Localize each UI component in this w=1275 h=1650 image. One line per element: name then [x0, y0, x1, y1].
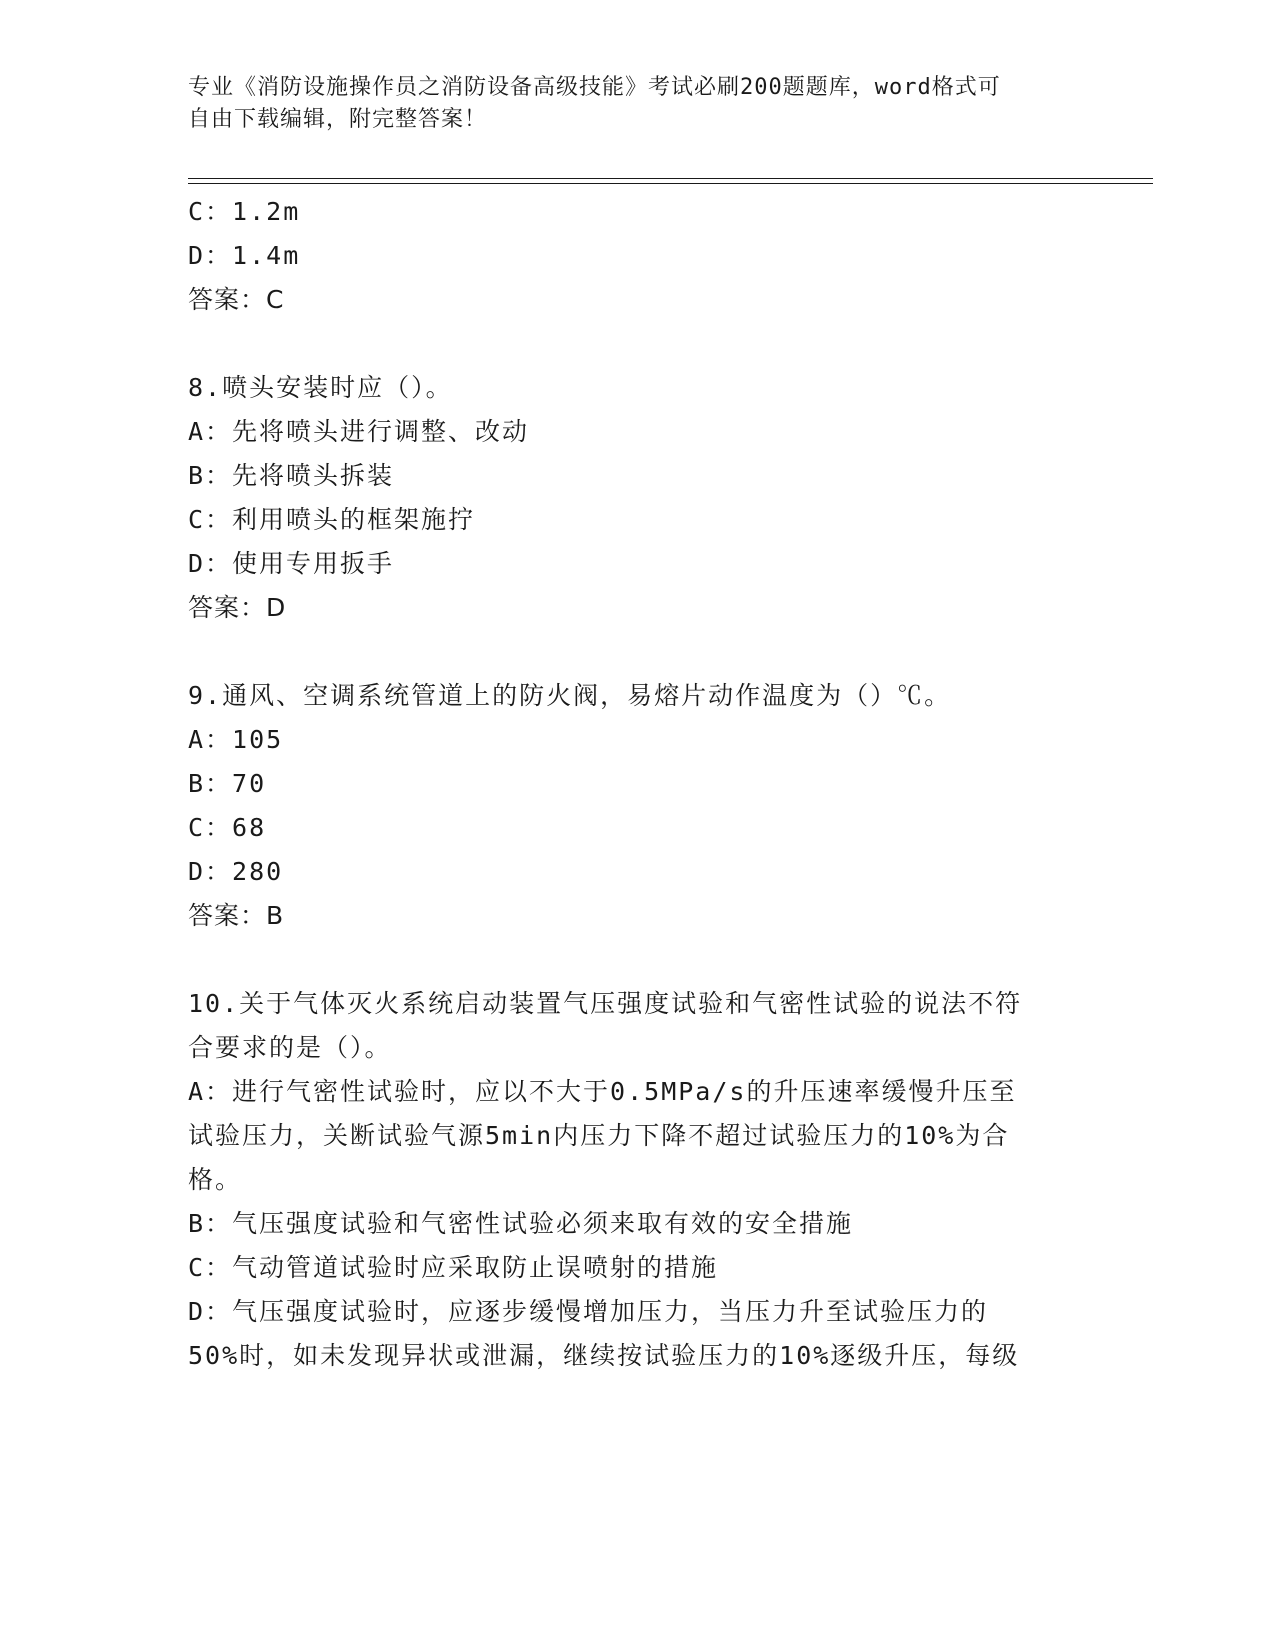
- q9-answer: 答案：B: [188, 901, 285, 930]
- header-line-2: 自由下载编辑，附完整答案！: [188, 107, 488, 132]
- q8-option-d: D：使用专用扳手: [188, 549, 395, 578]
- q7-option-d: D：1.4m: [188, 241, 301, 270]
- q7-option-c: C：1.2m: [188, 197, 301, 226]
- q8-option-b: B：先将喷头拆装: [188, 461, 395, 490]
- q9-question: 9.通风、空调系统管道上的防火阀，易熔片动作温度为（）℃。: [188, 681, 952, 710]
- q10-option-c: C：气动管道试验时应采取防止误喷射的措施: [188, 1253, 719, 1282]
- q10-question-line-1: 10.关于气体灭火系统启动装置气压强度试验和气密性试验的说法不符: [188, 989, 1023, 1018]
- header-line-1: 专业《消防设施操作员之消防设备高级技能》考试必刷200题题库，word格式可: [188, 75, 1001, 100]
- header-rule-top: [188, 178, 1153, 179]
- q10-option-b: B：气压强度试验和气密性试验必须来取有效的安全措施: [188, 1209, 854, 1238]
- q10-option-d-line-1: D：气压强度试验时，应逐步缓慢增加压力，当压力升至试验压力的: [188, 1297, 989, 1326]
- document-header: [188, 72, 1068, 136]
- q9-option-d: D：280: [188, 857, 284, 886]
- q9-option-a: A：105: [188, 725, 284, 754]
- q8-option-a: A：先将喷头进行调整、改动: [188, 417, 530, 446]
- q10-option-a-line-1: A：进行气密性试验时，应以不大于0.5MPa/s的升压速率缓慢升压至: [188, 1077, 1017, 1106]
- header-rule-bottom: [188, 183, 1153, 184]
- q10-option-a-line-2: 试验压力，关断试验气源5min内压力下降不超过试验压力的10%为合: [188, 1121, 1010, 1150]
- q8-option-c: C：利用喷头的框架施拧: [188, 505, 476, 534]
- q9-option-c: C：68: [188, 813, 267, 842]
- q9-option-b: B：70: [188, 769, 267, 798]
- q8-question: 8.喷头安装时应（）。: [188, 373, 453, 402]
- q10-option-d-line-2: 50%时，如未发现异状或泄漏，继续按试验压力的10%逐级升压，每级: [188, 1341, 1020, 1370]
- q7-answer: 答案：C: [188, 285, 285, 314]
- q10-question-line-2: 合要求的是（）。: [188, 1033, 392, 1062]
- q8-answer: 答案：D: [188, 593, 287, 622]
- q10-option-a-line-3: 格。: [188, 1165, 243, 1194]
